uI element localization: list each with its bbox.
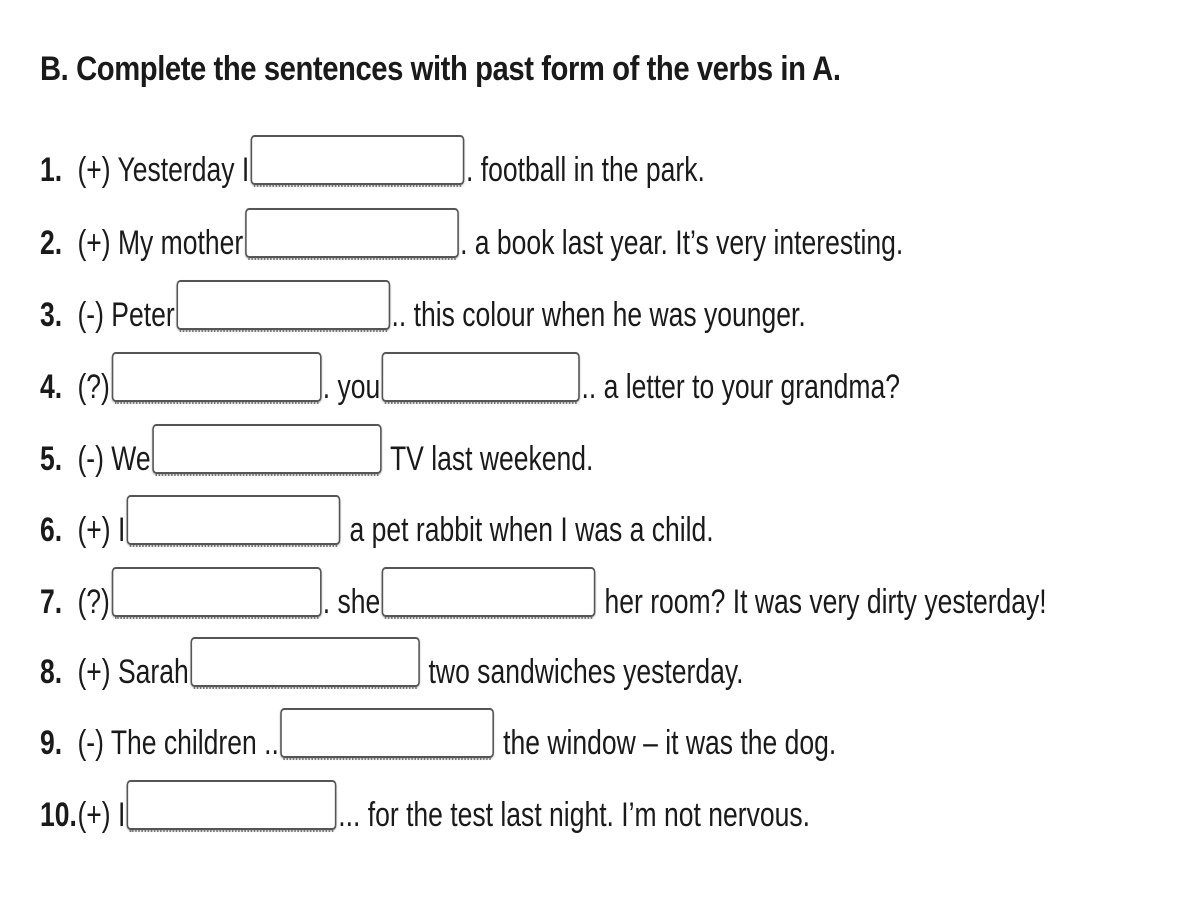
sentence-text: . you — [322, 368, 381, 406]
sentence-text: ... for the test last night. I’m not nervous. — [338, 796, 810, 834]
sentence-text: a pet rabbit when I was a child. — [342, 511, 714, 549]
sentence-text: (-) We — [77, 440, 151, 478]
sentence-number: 8. — [40, 653, 63, 691]
sentence-number: 2. — [40, 224, 63, 262]
sentence-text: (+) Sarah — [77, 653, 189, 691]
sentence-6 — [40, 505, 904, 555]
sentence-text: . football in the park. — [466, 151, 705, 189]
sentence-text: (?) — [77, 368, 110, 406]
answer-input-7b[interactable] — [382, 567, 596, 617]
sentence-text: two sandwiches yesterday. — [421, 653, 744, 691]
sentence-number: 7. — [40, 583, 63, 621]
sentence-text: . a book last year. It’s very interesting. — [460, 224, 904, 262]
sentence-text: (-) The children .. — [77, 724, 279, 762]
sentence-text: (-) Peter — [77, 296, 175, 334]
sentence-8 — [40, 647, 942, 697]
sentence-number: 1. — [40, 151, 63, 189]
sentence-number: 4. — [40, 368, 63, 406]
sentence-7 — [40, 577, 1200, 627]
answer-input-6[interactable] — [127, 495, 341, 545]
sentence-text: (?) — [77, 583, 110, 621]
sentence-10 — [40, 790, 1027, 840]
sentence-1 — [40, 145, 892, 195]
sentence-text: her room? It was very dirty yesterday! — [597, 583, 1047, 621]
sentence-number: 3. — [40, 296, 63, 334]
answer-input-2[interactable] — [245, 208, 459, 258]
sentence-number: 9. — [40, 724, 63, 762]
sentence-4 — [40, 362, 1143, 412]
sentence-text: (+) Yesterday I — [77, 151, 250, 189]
sentence-text: TV last weekend. — [383, 440, 594, 478]
sentence-9 — [40, 718, 1061, 768]
sentence-text: (+) I — [77, 511, 126, 549]
sentence-text: .. this colour when he was younger. — [391, 296, 806, 334]
answer-input-10[interactable] — [127, 780, 337, 830]
sentence-number: 6. — [40, 511, 63, 549]
answer-input-3[interactable] — [176, 280, 390, 330]
sentence-number: 5. — [40, 440, 63, 478]
sentence-text: (+) My mother — [77, 224, 244, 262]
answer-input-8[interactable] — [190, 637, 419, 687]
sentence-3 — [40, 290, 1022, 340]
exercise-title: B. Complete the sentences with past form of the verbs in A. — [40, 50, 841, 88]
answer-input-5[interactable] — [152, 424, 381, 474]
sentence-text: the window – it was the dog. — [495, 724, 837, 762]
sentence-text: . she — [322, 583, 381, 621]
sentence-text: .. a letter to your grandma? — [581, 368, 900, 406]
answer-input-4a[interactable] — [111, 352, 321, 402]
sentence-2 — [40, 218, 1147, 268]
sentence-text: (+) I — [77, 796, 126, 834]
answer-input-1[interactable] — [251, 135, 465, 185]
answer-input-9[interactable] — [280, 708, 494, 758]
answer-input-7a[interactable] — [111, 567, 321, 617]
answer-input-4b[interactable] — [382, 352, 580, 402]
sentence-5 — [40, 434, 749, 484]
sentence-number: 10. — [40, 796, 77, 834]
